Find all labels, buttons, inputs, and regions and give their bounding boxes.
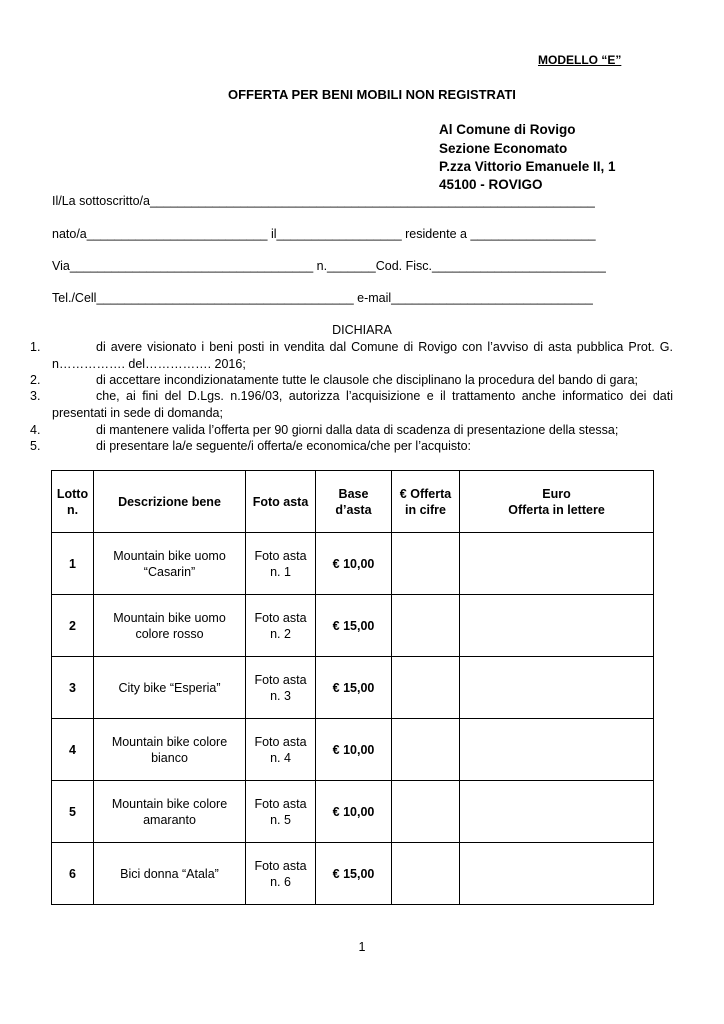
cell-lotto: 1: [52, 533, 94, 595]
cell-foto: Foto asta n. 5: [246, 781, 316, 843]
item-number: 2.: [30, 373, 41, 387]
cell-offerta-lettere-input[interactable]: [460, 533, 654, 595]
cell-offerta-lettere-input[interactable]: [460, 657, 654, 719]
header-descrizione: Descrizione bene: [94, 471, 246, 533]
header-base: Base d’asta: [316, 471, 392, 533]
cell-descrizione: City bike “Esperia”: [94, 657, 246, 719]
cell-offerta-cifre-input[interactable]: [392, 719, 460, 781]
cell-descrizione: Mountain bike uomo colore rosso: [94, 595, 246, 657]
cell-descrizione: Bici donna “Atala”: [94, 843, 246, 905]
cell-offerta-cifre-input[interactable]: [392, 595, 460, 657]
cell-foto: Foto asta n. 4: [246, 719, 316, 781]
header-lotto: Lotto n.: [52, 471, 94, 533]
cell-offerta-lettere-input[interactable]: [460, 719, 654, 781]
item-text-continued: presentati in sede di domanda;: [52, 406, 223, 420]
recipient-line-4: 45100 - ROVIGO: [439, 177, 543, 192]
document-title: OFFERTA PER BENI MOBILI NON REGISTRATI: [228, 87, 516, 102]
cell-offerta-lettere-input[interactable]: [460, 781, 654, 843]
cell-lotto: 2: [52, 595, 94, 657]
item-text: di presentare la/e seguente/i offerta/e economica/che per l’acquisto:: [96, 439, 471, 453]
item-text: di avere visionato i beni posti in vendita dal Comune di Rovigo con l’avviso di asta pubblica Prot. G.: [96, 340, 673, 354]
item-number: 3.: [30, 389, 41, 403]
table-row: [52, 843, 654, 905]
cell-base: € 15,00: [316, 657, 392, 719]
cell-foto: Foto asta n. 1: [246, 533, 316, 595]
item-number: 5.: [30, 439, 41, 453]
cell-lotto: 4: [52, 719, 94, 781]
item-text: di accettare incondizionatamente tutte le clausole che disciplinano la procedura del bando di gara;: [96, 373, 639, 387]
cell-offerta-cifre-input[interactable]: [392, 533, 460, 595]
model-label: MODELLO “E”: [538, 53, 622, 67]
cell-base: € 15,00: [316, 843, 392, 905]
header-lettere-line-2: Offerta in lettere: [508, 502, 605, 517]
offer-table: [51, 470, 654, 905]
birth-residence-field[interactable]: nato/a__________________________ il__________________ residente a __________________: [52, 227, 596, 241]
header-offerta-cifre: € Offerta in cifre: [392, 471, 460, 533]
cell-offerta-lettere-input[interactable]: [460, 595, 654, 657]
cell-lotto: 6: [52, 843, 94, 905]
cell-base: € 10,00: [316, 781, 392, 843]
header-offerta-lettere: [460, 471, 654, 533]
table-header-row: [52, 471, 654, 533]
cell-base: € 10,00: [316, 719, 392, 781]
cell-descrizione: Mountain bike colore amaranto: [94, 781, 246, 843]
cell-offerta-cifre-input[interactable]: [392, 843, 460, 905]
cell-offerta-cifre-input[interactable]: [392, 781, 460, 843]
table-row: [52, 657, 654, 719]
table-row: [52, 781, 654, 843]
declaration-heading: DICHIARA: [332, 323, 392, 337]
item-number: 1.: [30, 340, 41, 354]
item-text: di mantenere valida l’offerta per 90 giorni dalla data di scadenza di presentazione della stessa;: [96, 423, 619, 437]
page-number: 1: [358, 940, 366, 954]
cell-offerta-cifre-input[interactable]: [392, 657, 460, 719]
cell-lotto: 5: [52, 781, 94, 843]
cell-foto: Foto asta n. 6: [246, 843, 316, 905]
cell-lotto: 3: [52, 657, 94, 719]
cell-foto: Foto asta n. 2: [246, 595, 316, 657]
header-lettere-line-1: Euro: [542, 486, 571, 501]
address-taxcode-field[interactable]: Via___________________________________ n._______Cod. Fisc._________________________: [52, 259, 606, 273]
item-text-continued: n……………. del……………. 2016;: [52, 357, 246, 371]
table-row: [52, 719, 654, 781]
header-foto: Foto asta: [246, 471, 316, 533]
cell-offerta-lettere-input[interactable]: [460, 843, 654, 905]
cell-base: € 15,00: [316, 595, 392, 657]
phone-email-field[interactable]: Tel./Cell_____________________________________ e-mail_____________________________: [52, 291, 593, 305]
signer-name-field[interactable]: Il/La sottoscritto/a________________________________________________________________: [52, 194, 595, 208]
item-number: 4.: [30, 423, 41, 437]
cell-foto: Foto asta n. 3: [246, 657, 316, 719]
cell-descrizione: Mountain bike colore bianco: [94, 719, 246, 781]
recipient-line-3: P.zza Vittorio Emanuele II, 1: [439, 159, 616, 174]
table-row: [52, 595, 654, 657]
cell-descrizione: Mountain bike uomo “Casarin”: [94, 533, 246, 595]
table-row: [52, 533, 654, 595]
recipient-line-1: Al Comune di Rovigo: [439, 122, 576, 137]
cell-base: € 10,00: [316, 533, 392, 595]
recipient-line-2: Sezione Economato: [439, 141, 568, 156]
item-text: che, ai fini del D.Lgs. n.196/03, autorizza l’acquisizione e il trattamento anche informatico dei dati: [96, 389, 673, 403]
